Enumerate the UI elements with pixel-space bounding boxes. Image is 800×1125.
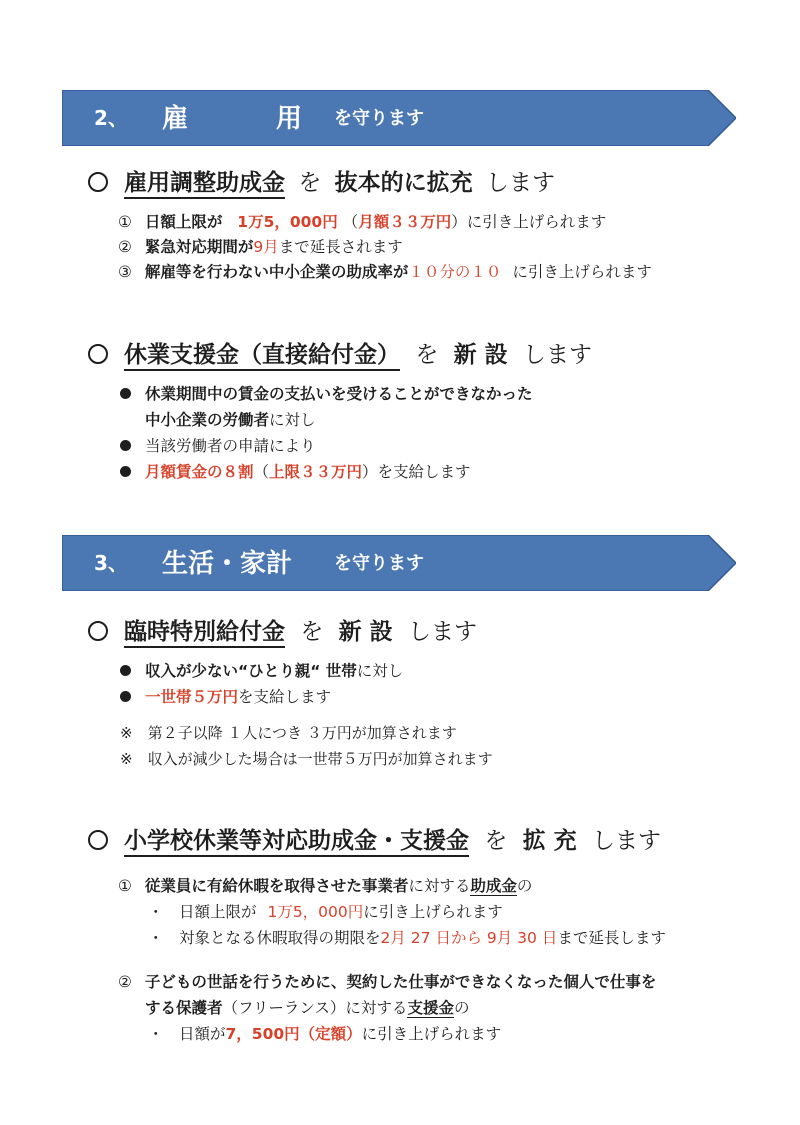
heading-action: 新 設 [338,619,393,645]
list-item [120,460,471,482]
circle-bullet-icon [88,172,108,192]
item-text: に対する [408,877,471,895]
sub-item [148,900,503,922]
list-item [118,210,606,232]
item-highlight: 1万5，000円 [237,213,338,231]
heading-title: 休業支援金（直接給付金） [124,342,400,371]
list-item-continued [145,996,469,1018]
heading-action: 新 設 [453,342,508,368]
section-title-word1: 雇 [162,104,189,134]
item-number: ② [118,238,132,256]
item-text: 子どもの世話を行うために、契約した仕事ができなくなった個人で仕事を [144,973,657,991]
item-text: ）を支給します [362,463,471,481]
item-text: に対し [356,662,404,680]
item-text: の [453,999,470,1017]
item-text: に引き上げられます [363,903,503,921]
item-text: まで延長されます [278,238,403,256]
section-2-banner [62,90,736,146]
section-title-word2: 用 [276,104,303,134]
item-text: 従業員に有給休暇を取得させた事業者 [144,877,409,895]
item-text: に対し [269,411,316,429]
heading-school-closure-subsidy [88,822,661,855]
heading-title: 小学校休業等対応助成金・支援金 [124,828,469,857]
heading-special-benefit [88,613,477,646]
heading-leave-support [88,336,592,369]
heading-particle: を [298,170,322,196]
item-number: ③ [118,263,132,281]
item-text: 助成金 [470,877,517,895]
circle-bullet-icon [88,344,108,364]
bullet-dot-icon [120,691,131,702]
item-highlight: 月額３３万円 [358,213,452,231]
heading-particle: を [484,828,508,854]
item-text: 緊急対応期間が [144,238,254,256]
section-title-word: 生活・家計 [162,549,293,579]
item-text: （フリーランス）に対する [222,999,408,1017]
item-highlight: 月額賃金の８割 [145,463,254,481]
heading-title: 臨時特別給付金 [124,619,285,648]
section-3-banner [62,535,736,591]
heading-end: します [485,170,555,196]
item-text: ・ 日額上限が [148,903,257,921]
list-item [120,685,331,707]
item-text: 解雇等を行わない中小企業の助成率が [144,263,409,281]
heading-action: 拡 充 [522,828,577,854]
bullet-dot-icon [120,388,131,399]
note: ※ 第２子以降 １人につき ３万円が加算されます [120,724,457,742]
item-highlight: １０分の１０ [408,263,502,281]
list-item [118,235,403,257]
item-highlight: 1万5，000円 [267,903,364,921]
item-text: （ [342,213,359,231]
list-item-continued [145,408,316,430]
item-text: まで延長します [557,929,666,947]
item-highlight: 上限３３万円 [269,463,363,481]
item-text: 当該労働者の申請により [145,437,316,455]
item-text: 支援金 [407,999,454,1017]
item-text: の [516,877,533,895]
circle-bullet-icon [88,621,108,641]
heading-end: します [522,342,592,368]
heading-action: 抜本的に拡充 [334,170,473,196]
list-item [120,434,316,456]
heading-end: します [591,828,661,854]
list-item [118,260,652,282]
item-highlight: 7，500円（定額） [225,1025,362,1043]
item-text: を支給します [238,688,332,706]
item-number: ① [118,877,132,895]
item-text: 日額上限が [144,213,223,231]
sub-item [148,926,666,948]
item-text: ・ 日額が [148,1025,226,1043]
section-number: 3、 [94,551,128,575]
section-title-tail: を守ります [334,108,424,129]
item-text: に引き上げられます [361,1025,502,1043]
list-item [118,970,656,992]
bullet-dot-icon [120,466,131,477]
section-title-tail: を守ります [334,553,424,574]
sub-item [148,1022,501,1044]
item-highlight: 2月 27 日から 9月 30 日 [380,929,558,947]
list-item [120,382,533,404]
circle-bullet-icon [88,830,108,850]
item-text: ）に引き上げられます [451,213,607,231]
bullet-dot-icon [120,440,131,451]
item-text: 休業期間中の賃金の支払いを受けることができなかった [145,385,533,403]
item-text: 収入が少ない“ひとり親“ 世帯 [145,662,357,680]
item-highlight: 9月 [253,238,279,256]
heading-title: 雇用調整助成金 [124,170,285,199]
heading-particle: を [415,342,439,368]
item-text: 中小企業の労働者 [145,411,270,429]
heading-end: します [407,619,477,645]
heading-particle: を [300,619,324,645]
item-text: ・ 対象となる休暇取得の期限を [148,929,381,947]
item-number: ② [118,973,132,991]
bullet-dot-icon [120,665,131,676]
section-number: 2、 [94,106,128,130]
item-text: する保護者 [145,999,223,1017]
item-number: ① [118,213,132,231]
note: ※ 収入が減少した場合は一世帯５万円が加算されます [120,750,493,768]
item-text: に引き上げられます [512,263,652,281]
item-text: （ [253,463,270,481]
list-item [120,659,403,681]
list-item [118,874,532,896]
heading-employment-subsidy [88,164,555,197]
item-highlight: 一世帯５万円 [145,688,239,706]
